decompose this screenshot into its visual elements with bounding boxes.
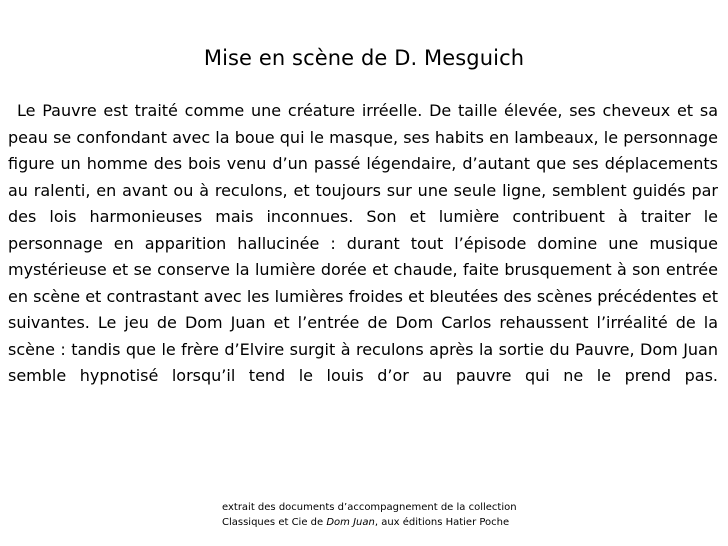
caption-line-2: [222, 515, 552, 530]
caption-work-title: Dom Juan: [326, 517, 375, 528]
caption-line-1: extrait des documents d’accompagnement de la collection: [222, 502, 517, 513]
body-paragraph: Le Pauvre est traité comme une créature irréelle. De taille élevée, ses cheveux et sa peau se confondant avec la boue qui le masque, ses habits en lambeaux, le personnage figure un homme des bois venu d’un passé légendaire, d’autant que ses déplacements au ralenti, en avant ou à reculons, et toujours sur une seule ligne, semblent guidés par des lois harmonieuses mais inconnues. Son et lumière contribuent à traiter le personnage en apparition hallucinée : durant tout l’épisode domine une musique mystérieuse et se conserve la lumière dorée et chaude, faite brusquement à son entrée en scène et contrastant avec les lumières froides et bleutées des scènes précédentes et suivantes. Le jeu de Dom Juan et l’entrée de Dom Carlos rehaussent l’irréalité de la scène : tandis que le frère d’Elvire surgit à reculons après la sortie du Pauvre, Dom Juan semble hypnotisé lorsqu’il tend le louis d’or au pauvre qui ne le prend pas.: [8, 101, 718, 385]
caption-prefix: Classiques et Cie de: [222, 517, 327, 528]
source-caption: [222, 500, 552, 530]
slide-title: Mise en scène de D. Mesguich: [203, 46, 525, 70]
caption-suffix: , aux éditions Hatier Poche: [374, 517, 510, 528]
